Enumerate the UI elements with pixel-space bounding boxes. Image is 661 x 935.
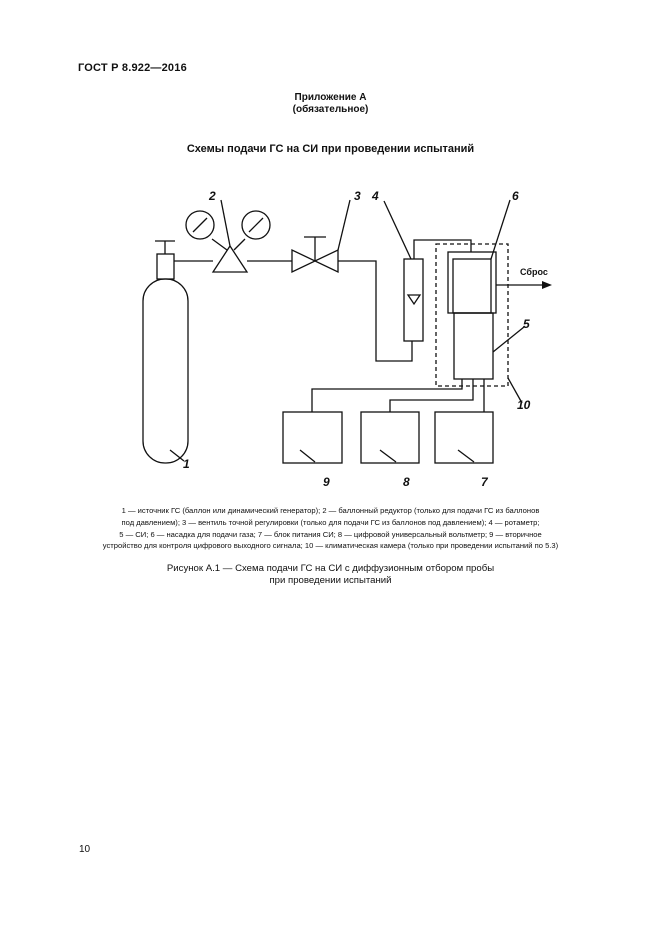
label-1: 1: [183, 457, 190, 471]
appendix-note: (обязательное): [292, 104, 369, 115]
climatic-chamber: [436, 244, 508, 386]
measuring-instrument: [454, 313, 493, 379]
legend-line-1: 1 — источник ГС (баллон или динамический генератор); 2 — баллонный редуктор (только для подачи ГС из баллонов: [121, 506, 540, 515]
wire-to-box-9: [312, 379, 462, 412]
cylinder-neck: [157, 254, 174, 279]
figure-caption-line-2: при проведении испытаний: [269, 575, 392, 586]
label-6: 6: [512, 189, 519, 203]
voltmeter-box: [361, 412, 419, 463]
outlet-arrowhead: [542, 281, 552, 289]
reducer-gauge-stem-left: [212, 239, 227, 250]
pipe-rotameter-nozzle: [414, 240, 471, 259]
gas-nozzle-inner: [453, 259, 491, 313]
gas-supply-diagram: [0, 180, 661, 489]
appendix-title: Приложение А: [294, 92, 367, 103]
section-title: Схемы подачи ГС на СИ при проведении испытаний: [186, 143, 475, 155]
leader-6: [491, 200, 510, 259]
leader-8: [380, 450, 396, 462]
gas-nozzle-outer: [448, 252, 496, 313]
rotameter-float: [408, 295, 420, 304]
gauge-needle-right: [249, 218, 263, 232]
leader-2: [221, 200, 230, 246]
leader-7: [458, 450, 474, 462]
legend-line-3: 5 — СИ; 6 — насадка для подачи газа; 7 — блок питания СИ; 8 — цифровой универсальный вольтметр; 9 — вторичное: [119, 530, 542, 539]
leader-9: [300, 450, 315, 462]
cylinder: [143, 279, 188, 463]
secondary-device-box: [283, 412, 342, 463]
document-header: ГОСТ Р 8.922—2016: [78, 62, 187, 74]
gauge-needle-left: [193, 218, 207, 232]
wire-to-box-8: [390, 379, 473, 412]
label-10: 10: [517, 398, 531, 412]
label-2: 2: [209, 189, 216, 203]
outlet-label: Сброс: [520, 267, 548, 277]
legend-line-4: устройство для контроля цифрового выходного сигнала; 10 — климатическая камера (только при проведении испытаний по 5.3): [102, 541, 559, 550]
page-number: 10: [79, 844, 91, 855]
reducer-gauge-stem-right: [234, 239, 245, 250]
label-7: 7: [481, 475, 488, 489]
rotameter: [404, 259, 423, 341]
leader-4: [384, 201, 411, 259]
label-8: 8: [403, 475, 410, 489]
pipe-valve-rotameter: [338, 261, 412, 361]
label-5: 5: [523, 317, 530, 331]
label-4: 4: [372, 189, 379, 203]
legend-line-2: под давлением); 3 — вентиль точной регулировки (только для подачи ГС из баллонов под давлением); 4 — ротаметр;: [121, 518, 540, 527]
figure-caption-line-1: Рисунок А.1 — Схема подачи ГС на СИ с диффузионным отбором пробы: [166, 563, 495, 574]
power-supply-box: [435, 412, 493, 463]
label-3: 3: [354, 189, 361, 203]
reducer-symbol: [213, 246, 247, 272]
leader-3: [338, 200, 350, 250]
label-9: 9: [323, 475, 330, 489]
